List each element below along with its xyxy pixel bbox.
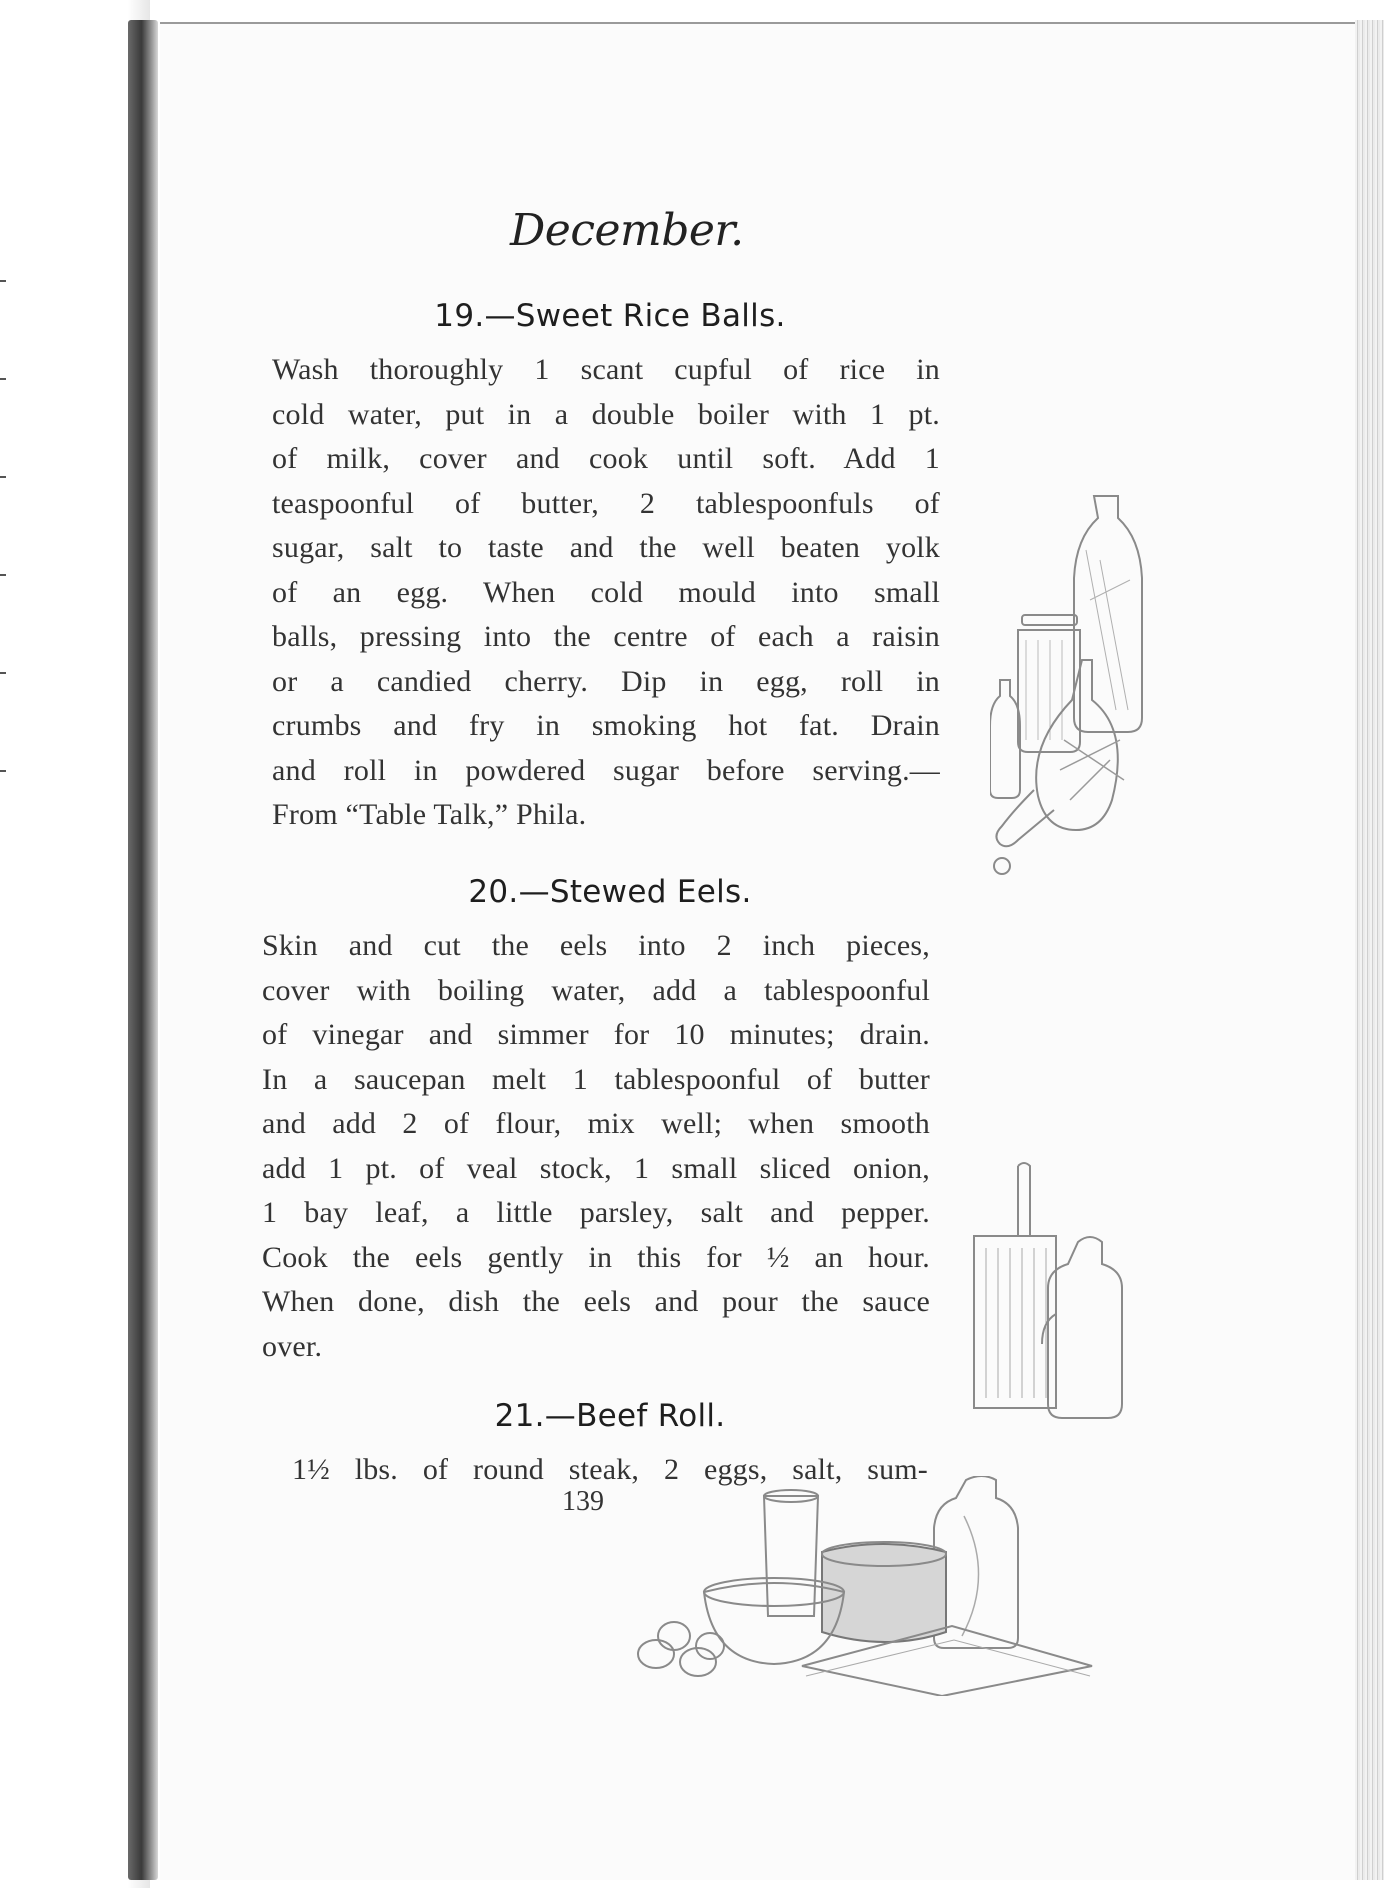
recipe-title-sweet-rice-balls: 19.—Sweet Rice Balls. [434,298,786,334]
recipe-title-stewed-eels: 20.—Stewed Eels. [468,874,752,910]
page-number: 139 [562,1486,604,1517]
text-line: Cook the eels gently in this for ½ an hour. [262,1240,930,1274]
bowl-pot-and-book-illustration [626,1476,1096,1696]
text-line: cold water, put in a double boiler with 1 pt. [272,397,940,431]
text-line: Skin and cut the eels into 2 inch pieces, [262,929,930,962]
text-line: of an egg. When cold mould into small [272,575,940,609]
grater-and-jug-illustration [966,1158,1126,1420]
text-line: teaspoonful of butter, 2 tablespoonfuls of [272,486,940,520]
text-line: cover with boiling water, add a tablespoonful [262,973,930,1007]
text-line: In a saucepan melt 1 tablespoonful of butter [262,1062,930,1096]
text-line: 1½ lbs. of round steak, 2 eggs, salt, sum- [292,1453,928,1486]
text-line: of vinegar and simmer for 10 minutes; drain. [262,1018,930,1051]
text-line: and add 2 of flour, mix well; when smooth [262,1107,930,1140]
recipe-title-beef-roll: 21.—Beef Roll. [494,1398,726,1434]
text-line: or a candied cherry. Dip in egg, roll in [272,664,940,698]
text-line: and roll in powdered sugar before serving.— [272,753,940,787]
text-line: crumbs and fry in smoking hot fat. Drain [272,709,940,742]
text-line: From “Table Talk,” Phila. [272,798,587,831]
bottles-illustration [990,490,1160,900]
text-line: balls, pressing into the centre of each a raisin [272,620,940,653]
text-line: 1 bay leaf, a little parsley, salt and pepper. [262,1196,930,1229]
text-line: add 1 pt. of veal stock, 1 small sliced onion, [262,1151,930,1185]
text-line: When done, dish the eels and pour the sauce [262,1285,930,1318]
text-line: sugar, salt to taste and the well beaten yolk [272,531,940,564]
recipe-text-sweet-rice-balls [272,348,940,838]
text-line: over. [262,1329,323,1363]
text-line: Wash thoroughly 1 scant cupful of rice in [272,353,940,386]
scan-margin-marks [0,0,8,1888]
recipe-text-stewed-eels [262,924,930,1369]
text-line: of milk, cover and cook until soft. Add 1 [272,442,940,475]
spine-shadow [128,20,158,1880]
page-edges [1355,20,1384,1880]
page-header: December. [510,205,744,256]
